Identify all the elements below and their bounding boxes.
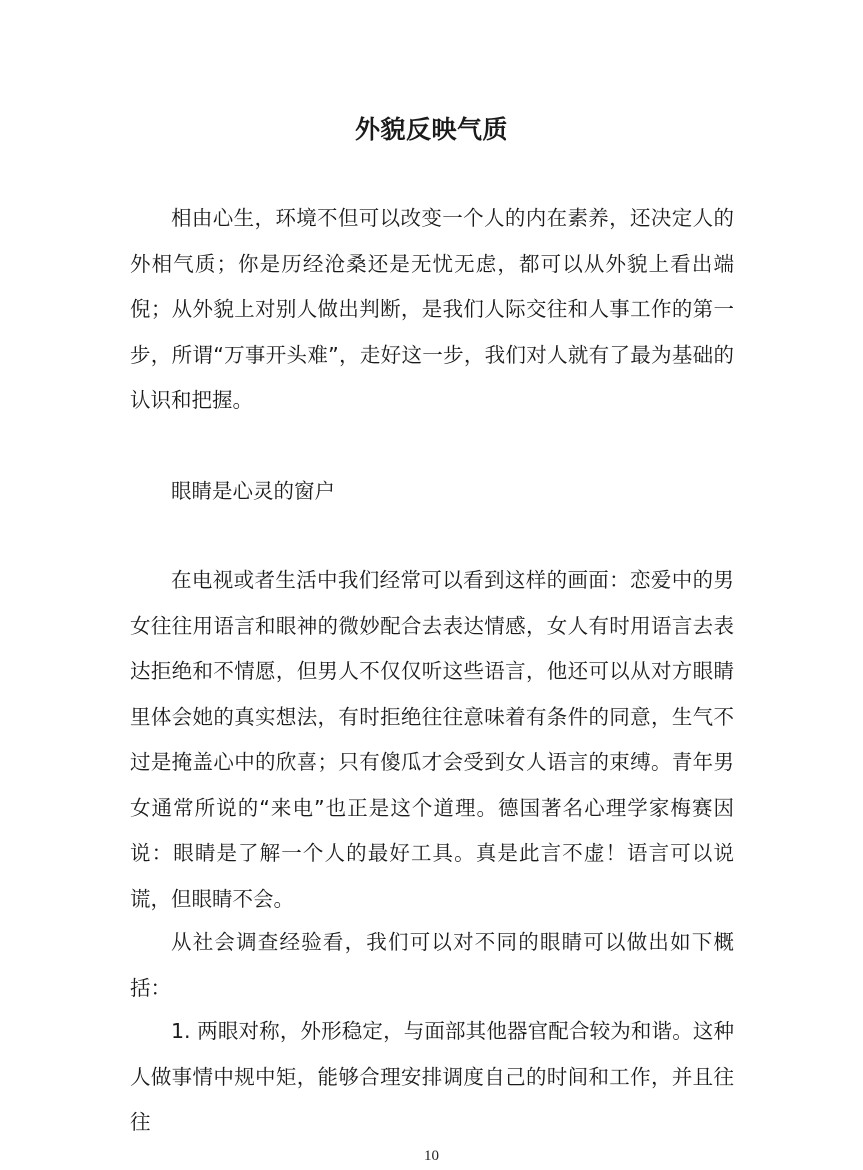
paragraph-eyes: 在电视或者生活中我们经常可以看到这样的画面：恋爱中的男女往往用语言和眼神的微妙配合去表达情感，女人有时用语言去表达拒绝和不情愿，但男人不仅仅听这些语言，他还可以从对方眼睛里体会她的真实想法，有时拒绝往往意味着有条件的同意，生气不过是掩盖心中的欣喜；只有傻瓜才会受到女人语言的束缚。青年男女通常所说的“来电”也正是这个道理。德国著名心理学家梅赛因说：眼睛是了解一个人的最好工具。真是此言不虚！语言可以说谎，但眼睛不会。: [130, 568, 734, 911]
section-heading-eyes: 眼睛是心灵的窗户: [171, 479, 335, 503]
page-number: 10: [424, 1148, 439, 1164]
document-title: 外貌反映气质: [354, 115, 508, 144]
paragraph-item-1: 1. 两眼对称，外形稳定，与面部其他器官配合较为和谐。这种人做事情中规中矩，能够合理安排调度自己的时间和工作，并且往往: [130, 1019, 734, 1134]
paragraph-survey: 从社会调查经验看，我们可以对不同的眼睛可以做出如下概括：: [130, 930, 734, 1000]
paragraph-intro: 相由心生，环境不但可以改变一个人的内在素养，还决定人的外相气质；你是历经沧桑还是无忧无虑，都可以从外貌上看出端倪；从外貌上对别人做出判断，是我们人际交往和人事工作的第一步，所谓“万事开头难”，走好这一步，我们对人就有了最为基础的认识和把握。: [130, 206, 734, 412]
